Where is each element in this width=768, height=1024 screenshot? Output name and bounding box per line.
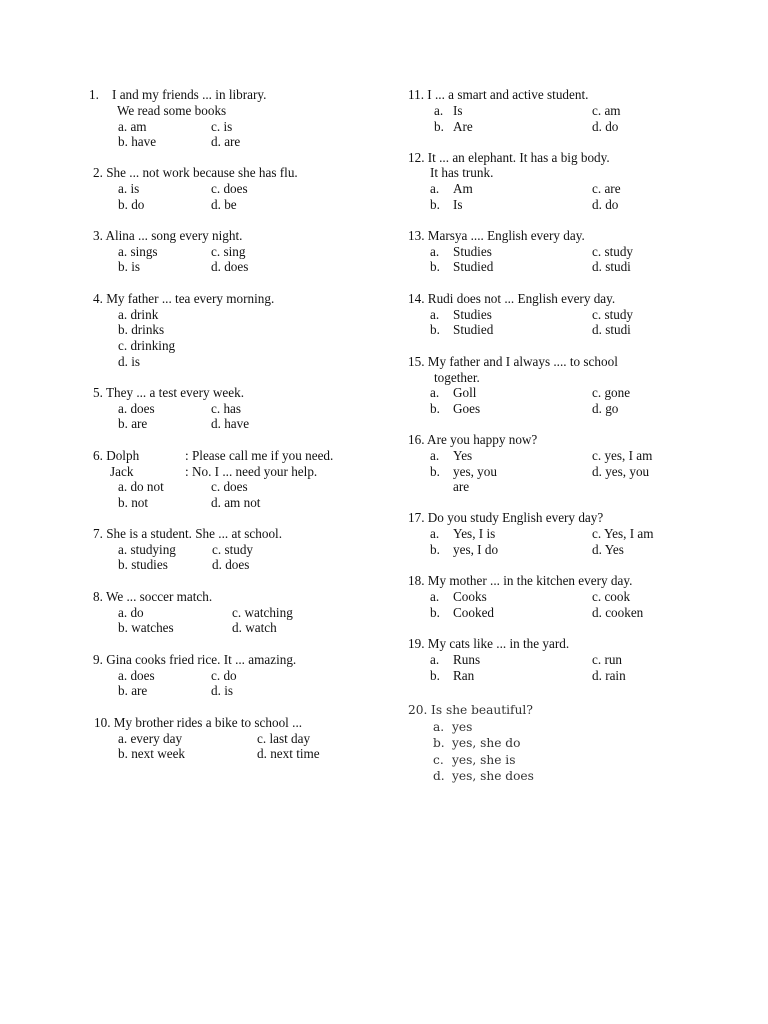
- option-a-letter: a.: [433, 720, 445, 734]
- option-c: c. study: [592, 244, 634, 259]
- question-stem: 4. My father ... tea every morning.: [93, 291, 275, 306]
- option-d-continued: are: [453, 479, 470, 494]
- option-a-letter: a.: [434, 103, 444, 118]
- option-c: c. watching: [232, 605, 293, 620]
- option-d: d. is: [118, 354, 140, 369]
- option-d: d. have: [211, 416, 250, 431]
- option-d: d. rain: [592, 668, 626, 683]
- option-c: c. study: [592, 307, 634, 322]
- option-a: Am: [453, 181, 473, 196]
- option-d-letter: d.: [433, 769, 445, 783]
- question-stem: 14. Rudi does not ... English every day.: [408, 291, 616, 306]
- option-b: b. drinks: [118, 322, 165, 337]
- option-b: yes, I do: [453, 542, 499, 557]
- option-b-letter: b.: [434, 119, 444, 134]
- option-c: c. are: [592, 181, 621, 196]
- option-b: Ran: [453, 668, 475, 683]
- dialogue-line-2: : No. I ... need your help.: [185, 464, 318, 479]
- option-b-letter: b.: [430, 401, 440, 416]
- question-stem: 2. She ... not work because she has flu.: [93, 165, 298, 180]
- option-c: c. drinking: [118, 338, 176, 353]
- dialogue-speaker-2: Jack: [110, 464, 134, 479]
- option-a-letter: a.: [430, 244, 440, 259]
- option-c: c. yes, I am: [592, 448, 653, 463]
- question-stem: 17. Do you study English every day?: [408, 510, 604, 525]
- option-a: Studies: [453, 244, 492, 259]
- option-b: yes, you: [453, 464, 497, 479]
- option-c: c. cook: [592, 589, 631, 604]
- question-stem: 13. Marsya .... English every day.: [408, 228, 585, 243]
- option-a-letter: a.: [430, 652, 440, 667]
- option-b: b. studies: [118, 557, 168, 572]
- option-a-letter: a.: [430, 589, 440, 604]
- option-a: a. studying: [118, 542, 176, 557]
- question-stem: 7. She is a student. She ... at school.: [93, 526, 283, 541]
- option-c: c. am: [592, 103, 621, 118]
- question-stem-line2: It has trunk.: [430, 165, 494, 180]
- option-d: d. is: [211, 683, 233, 698]
- option-c: c. run: [592, 652, 623, 667]
- option-a: a. every day: [118, 731, 183, 746]
- option-a: a. do: [118, 605, 144, 620]
- question-stem: 10. My brother rides a bike to school ...: [94, 715, 303, 730]
- option-d: yes, she does: [452, 769, 534, 783]
- question-stem: 9. Gina cooks fried rice. It ... amazing.: [93, 652, 297, 667]
- question-stem: 15. My father and I always .... to school: [408, 354, 618, 369]
- option-a: Yes: [453, 448, 473, 463]
- option-b: b. are: [118, 683, 148, 698]
- option-b: Are: [453, 119, 473, 134]
- option-b-letter: b.: [433, 736, 445, 750]
- question-stem: 5. They ... a test every week.: [93, 385, 244, 400]
- option-a: Cooks: [453, 589, 487, 604]
- option-d: d. Yes: [592, 542, 624, 557]
- option-c: c. sing: [211, 244, 246, 259]
- option-d: d. do: [592, 197, 619, 212]
- option-b-letter: b.: [430, 605, 440, 620]
- option-a-letter: a.: [430, 385, 440, 400]
- option-a-letter: a.: [430, 448, 440, 463]
- option-d: d. studi: [592, 322, 631, 337]
- option-a: Is: [453, 103, 463, 118]
- option-a: Goll: [453, 385, 477, 400]
- option-c: c. does: [211, 479, 248, 494]
- option-b: b. watches: [118, 620, 174, 635]
- option-a: a. do not: [118, 479, 164, 494]
- option-c: yes, she is: [452, 753, 516, 767]
- option-b: Cooked: [453, 605, 495, 620]
- dialogue-line-1: : Please call me if you need.: [185, 448, 334, 463]
- option-d: d. yes, you: [592, 464, 650, 479]
- question-stem: 19. My cats like ... in the yard.: [408, 636, 570, 651]
- option-b-letter: b.: [430, 464, 440, 479]
- option-a: a. sings: [118, 244, 158, 259]
- option-a: a. am: [118, 119, 147, 134]
- option-b-letter: b.: [430, 668, 440, 683]
- option-a-letter: a.: [430, 307, 440, 322]
- option-a: a. is: [118, 181, 140, 196]
- option-c: c. last day: [257, 731, 311, 746]
- option-c: c. is: [211, 119, 233, 134]
- option-d: d. do: [592, 119, 619, 134]
- option-a: a. does: [118, 401, 155, 416]
- option-d: d. does: [211, 259, 249, 274]
- option-b: Studied: [453, 322, 494, 337]
- question-stem-line2: We read some books: [117, 103, 227, 118]
- option-d: d. cooken: [592, 605, 644, 620]
- option-c: c. gone: [592, 385, 631, 400]
- option-a: a. does: [118, 668, 155, 683]
- option-a: yes: [452, 720, 473, 734]
- question-stem: 8. We ... soccer match.: [93, 589, 213, 604]
- option-b-letter: b.: [430, 542, 440, 557]
- question-number: 1.: [89, 87, 99, 102]
- option-d: d. be: [211, 197, 237, 212]
- question-stem: 3. Alina ... song every night.: [93, 228, 243, 243]
- option-b: b. are: [118, 416, 148, 431]
- option-c: c. has: [211, 401, 242, 416]
- question-stem-line2: together.: [434, 370, 480, 385]
- option-a-letter: a.: [430, 181, 440, 196]
- question-stem: 12. It ... an elephant. It has a big body.: [408, 150, 610, 165]
- option-d: d. watch: [232, 620, 277, 635]
- option-a: Yes, I is: [453, 526, 496, 541]
- dialogue-speaker-1: 6. Dolph: [93, 448, 140, 463]
- question-stem: 11. I ... a smart and active student.: [408, 87, 589, 102]
- option-a-letter: a.: [430, 526, 440, 541]
- option-a: a. drink: [118, 307, 159, 322]
- option-b: b. do: [118, 197, 145, 212]
- question-stem: 16. Are you happy now?: [408, 432, 538, 447]
- option-b: b. is: [118, 259, 140, 274]
- option-b: b. not: [118, 495, 149, 510]
- option-b: b. next week: [118, 746, 186, 761]
- option-d: d. next time: [257, 746, 320, 761]
- option-c: c. Yes, I am: [592, 526, 654, 541]
- option-d: d. am not: [211, 495, 261, 510]
- question-stem: Is she beautiful?: [431, 703, 533, 717]
- option-b: yes, she do: [452, 736, 521, 750]
- option-b-letter: b.: [430, 197, 440, 212]
- option-b: Goes: [453, 401, 481, 416]
- option-b-letter: b.: [430, 259, 440, 274]
- question-stem: I and my friends ... in library.: [112, 87, 267, 102]
- option-c: c. study: [212, 542, 254, 557]
- option-d: d. does: [212, 557, 250, 572]
- question-stem: 18. My mother ... in the kitchen every day.: [408, 573, 633, 588]
- option-b-letter: b.: [430, 322, 440, 337]
- option-a: Runs: [453, 652, 481, 667]
- option-b: b. have: [118, 134, 157, 149]
- option-d: d. studi: [592, 259, 631, 274]
- option-c-letter: c.: [433, 753, 444, 767]
- option-b: Studied: [453, 259, 494, 274]
- option-a: Studies: [453, 307, 492, 322]
- option-b: Is: [453, 197, 463, 212]
- option-c: c. do: [211, 668, 237, 683]
- option-d: d. go: [592, 401, 619, 416]
- question-number: 20.: [408, 703, 428, 717]
- option-d: d. are: [211, 134, 241, 149]
- option-c: c. does: [211, 181, 248, 196]
